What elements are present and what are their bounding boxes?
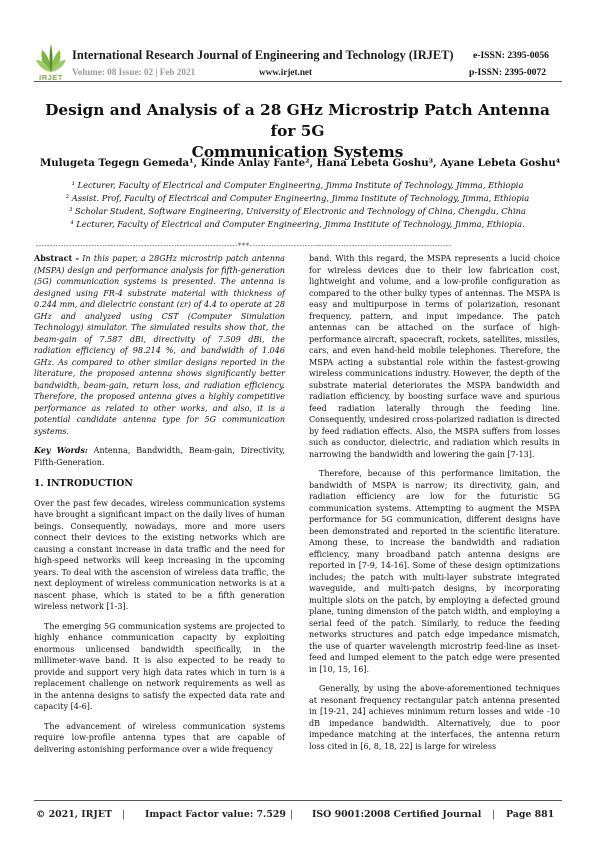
abstract-text: In this paper, a 28GHz microstrip patch antenna (MSPA) design and performance analysis for fifth-generation (5G) communication systems is presented. The antenna is designed using FR-4 substrate material with thickness of 0.244 mm, and dielectric constant (εr) of 4.4 to operate at 28 GHz and analyzed using CST (Computer Simulation Technology) simulator. The simulated results show that, the beam-gain of 7.587 dBi, directivity of 7.509 dBi, the radiation efficiency of 98.214 %, and bandwidth of 1.046 GHz. As compared to other similar designs reported in the literature, the proposed antenna shows significantly better bandwidth, beam-gain, return loss, and radiation efficiency. Therefore, the proposed antenna gives a highly competitive performance as related to other works, and also, it is a potential candidate antenna type for 5G communication systems. bbox=[34, 254, 285, 436]
footer-separator: | bbox=[290, 809, 294, 820]
footer-separator: | bbox=[492, 809, 496, 820]
keywords bbox=[34, 445, 285, 468]
abstract bbox=[34, 253, 285, 437]
footer-page-number: Page 881 bbox=[506, 809, 555, 820]
right-paragraph-3: Generally, by using the above-aforementioned techniques at resonant frequency rectangular patch antenna presented in [19-21, 24] achieves minimum return losses and wide -10 dB impedance bandwidth. Alternatively, due to poor impedance matching at the interfaces, the antenna return loss cited in [6, 8, 18, 22] is large for wireless bbox=[309, 684, 560, 751]
section-heading-introduction: 1. INTRODUCTION bbox=[34, 478, 133, 489]
affiliation-4: ⁴ Lecturer, Faculty of Electrical and Computer Engineering, Jimma Institute of Technology, Jimma, Ethiopia. bbox=[70, 219, 525, 229]
footer-separator: | bbox=[122, 809, 126, 820]
paper-title bbox=[40, 100, 555, 163]
paper-title-line1: Design and Analysis of a 28 GHz Microstrip Patch Antenna for 5G bbox=[45, 101, 550, 140]
journal-website-link[interactable]: www.irjet.net bbox=[259, 67, 313, 77]
intro-paragraph-1: Over the past few decades, wireless communication systems have brought a significant impact on the daily lives of human beings. Consequently, nowadays, more and more users connect their devices to the existing networks which are causing a constant increase in data traffic and the need for high-speed networks will keep increasing in the upcoming years. To deal with the ascension of wireless data traffic, the next deployment of wireless communication networks is at a nascent phase, which is stated to be a fifth generation wireless network [1-3]. bbox=[34, 498, 285, 611]
paper-title-line2: Communication Systems bbox=[191, 143, 404, 161]
keywords-text: Antenna, Bandwidth, Beam-gain, Directivity, Fifth-Generation. bbox=[34, 446, 285, 467]
intro-paragraph-2: The emerging 5G communication systems are projected to highly enhance communication capacity by exploiting enormous unlicensed bandwidth specifically, in the millimeter-wave band. It is also expected to be ready to provide and support very high data rates which in turn is a replacement challenge on network requirements as well as in the antenna designs to satisfy the expected data rate and capacity [4-6]. bbox=[34, 621, 285, 711]
p-issn: p-ISSN: 2395-0072 bbox=[469, 67, 547, 78]
volume-issue: Volume: 08 Issue: 02 | Feb 2021 bbox=[72, 67, 196, 77]
right-paragraph-1: band. With this regard, the MSPA represents a lucid choice for wireless devices due to their low fabrication cost, lightweight and volume, and a low-profile configuration as compared to the other bulky types of antennas. The MSPA is easy and multipurpose in terms of polarization, resonant frequency, pattern, and input impedance. The patch antennas can be attached on the surface of high-performance aircraft, spacecraft, rockets, satellites, missiles, cars, and even hand-held mobile telephones. Therefore, the MSPA acting a substantial role within the fastest-growing wireless communications industry. However, the depth of the substrate material deteriorates the MSPA bandwidth and radiation efficiency, by boosting surface wave and spurious feed radiation laterally through the feeding line. Consequently, undesired cross-polarized radiation is directed by feed radiation effects. Also, the MSPA suffers from losses such as conductor, dielectric, and radiation which results in narrowing the bandwidth and lowering the gain [7-13]. bbox=[309, 254, 560, 459]
e-issn: e-ISSN: 2395-0056 bbox=[473, 50, 549, 61]
footer-divider bbox=[34, 800, 562, 801]
footer-impact-factor: Impact Factor value: 7.529 bbox=[145, 809, 286, 820]
intro-paragraph-3: The advancement of wireless communication systems require low-profile antenna types that are capable of delivering astonishing performance over a wide frequency bbox=[34, 721, 285, 754]
affiliation-1: ¹ Lecturer, Faculty of Electrical and Computer Engineering, Jimma Institute of Technology, Jimma, Ethiopia bbox=[71, 180, 524, 190]
journal-title: International Research Journal of Engineering and Technology (IRJET) bbox=[72, 48, 454, 62]
left-column bbox=[34, 253, 285, 763]
right-paragraph-2: Therefore, because of this performance limitation, the bandwidth of MSPA is narrow; its directivity, gain, and radiation efficiency are low for the futuristic 5G communication systems. Attempting to augment the MSPA performance for 5G communication, different designs have been demonstrated and reported in the scientific literature. Among these, to increase the bandwidth and radiation efficiency, many broadband patch antenna designs are reported in [7-9, 14-16]. Some of these design optimizations includes; the patch with multi-layer substrate integrated waveguide, and multi-patch designs, by incorporating multiple slots on the patch, by employing a defected ground plane, tuning dimension of the patch width, and employing a serial feed of the patch. Similarly, to reduce the feeding networks structures and patch edge impedance mismatch, the use of quarter wavelength microstrip feed-line as inset-feed and lumped element to the patch edge were presented in [10, 15, 16]. bbox=[309, 469, 560, 674]
right-column bbox=[309, 253, 560, 760]
author-list: Mulugeta Tegegn Gemeda¹, Kinde Anlay Fante², Hana Lebeta Goshu³, Ayane Lebeta Goshu⁴ bbox=[40, 157, 561, 169]
footer-iso: ISO 9001:2008 Certified Journal bbox=[312, 809, 482, 820]
header-divider bbox=[34, 81, 562, 82]
abstract-label: Abstract - bbox=[34, 253, 80, 263]
affiliation-2: ² Assist. Prof, Faculty of Electrical and Computer Engineering, Jimma Institute of Technology, Jimma, Ethiopia bbox=[65, 193, 530, 203]
section-separator: -------------------------------------------------------------------------***------------------------------------------------------------------------- bbox=[36, 242, 452, 250]
footer-copyright: © 2021, IRJET bbox=[36, 809, 112, 820]
logo-text: IRJET bbox=[39, 73, 63, 82]
keywords-label: Key Words: bbox=[34, 445, 88, 455]
affiliation-3: ³ Scholar Student, Software Engineering, University of Electronic and Technology of China, Chengdu, China bbox=[69, 206, 526, 216]
irjet-logo bbox=[34, 42, 68, 82]
